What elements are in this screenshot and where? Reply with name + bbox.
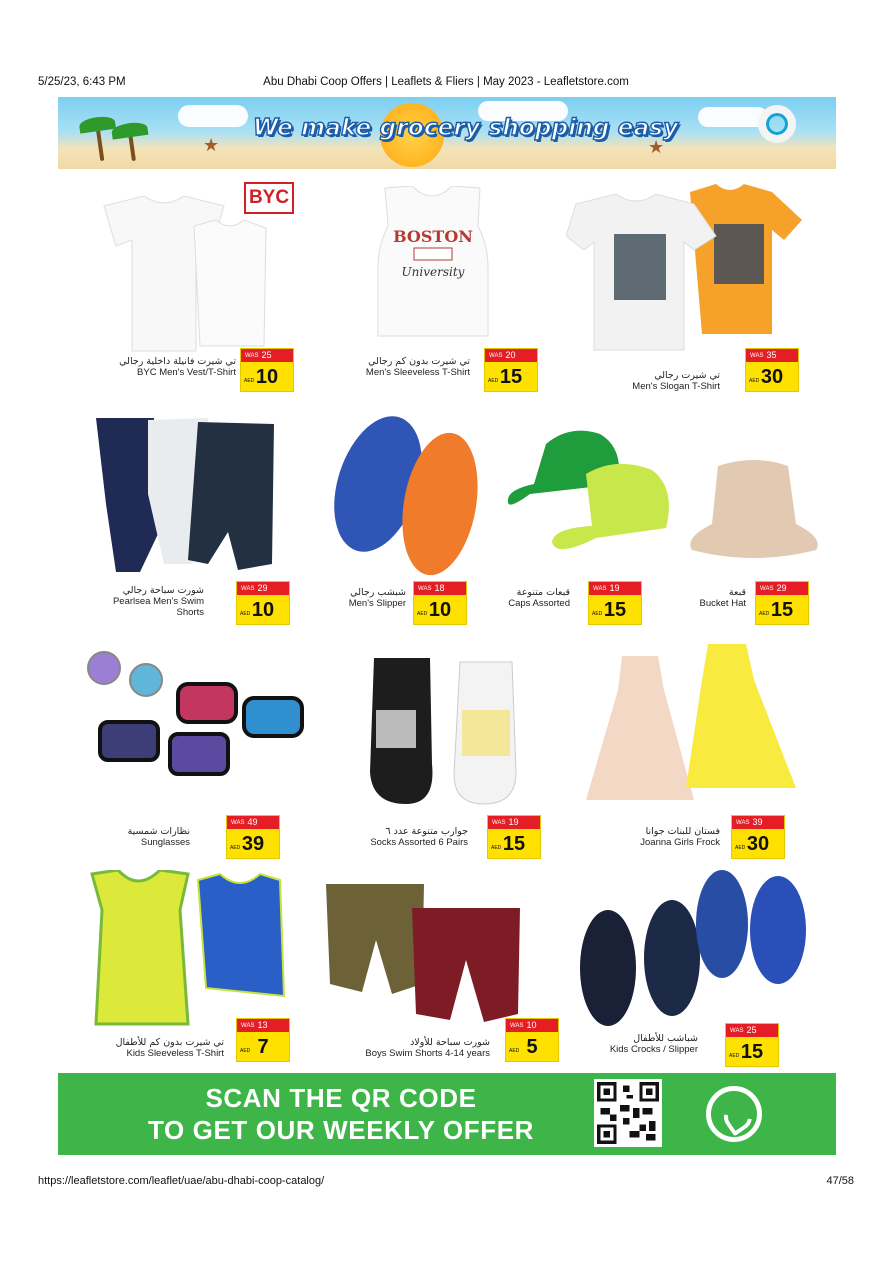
product-label: تي شيرت فانيلة داخلية رجالي BYC Men's Vest/T-Shirt	[119, 356, 236, 378]
old-price: 19	[609, 583, 620, 593]
offer-price: 5	[526, 1036, 538, 1058]
price-tag: WAS 29 AED 10	[236, 581, 290, 625]
palm-tree-illustration	[96, 127, 105, 161]
print-title: Abu Dhabi Coop Offers | Leaflets & Fliers | May 2023 - Leafletstore.com	[263, 76, 629, 88]
price-tag: WAS 13 AED 7	[236, 1018, 290, 1062]
promo-banner	[58, 97, 836, 169]
price-tag: WAS 18 AED 10	[413, 581, 467, 625]
product-label: نظارات شمسية Sunglasses	[127, 826, 190, 848]
product-label: تي شيرت بدون كم للأطفال Kids Sleeveless T-Shirt	[115, 1037, 224, 1059]
product-label: شورت سباحة للأولاد Boys Swim Shorts 4-14 years	[365, 1037, 490, 1059]
offer-price: 15	[740, 1041, 764, 1063]
offer-price: 15	[502, 833, 526, 855]
product-image	[566, 184, 806, 354]
product-image	[366, 654, 526, 810]
product-label: قبعة Bucket Hat	[699, 587, 746, 609]
product-label: قبعات متنوعة Caps Assorted	[508, 587, 570, 609]
palm-tree-illustration	[128, 133, 136, 161]
swim-ring-icon	[758, 105, 796, 143]
whatsapp-icon[interactable]	[706, 1086, 762, 1142]
old-price: 29	[776, 583, 787, 593]
old-price: 49	[247, 817, 258, 827]
price-tag: WAS 35 AED 30	[745, 348, 799, 392]
old-price: 35	[766, 350, 777, 360]
byc-logo: BYC	[244, 182, 294, 214]
price-tag: WAS 29 AED 15	[755, 581, 809, 625]
offer-price: 7	[257, 1036, 269, 1058]
product-image	[324, 880, 524, 1024]
product-image	[684, 454, 824, 564]
svg-text:BOSTON: BOSTON	[393, 227, 473, 246]
offer-price: 30	[760, 366, 784, 388]
qr-cta-banner	[58, 1073, 836, 1155]
product-image	[370, 186, 495, 341]
product-image	[332, 410, 482, 580]
old-price: 20	[505, 350, 516, 360]
offer-price: 15	[603, 599, 627, 621]
offer-price: 39	[241, 833, 265, 855]
product-image	[88, 414, 280, 576]
qr-code-icon[interactable]	[594, 1079, 662, 1147]
product-label: شورت سباحة رجالي Pearlsea Men's Swim Shorts	[112, 585, 204, 618]
product-image	[88, 870, 288, 1028]
price-tag: WAS 10 AED 5	[505, 1018, 559, 1062]
offer-price: 10	[251, 599, 275, 621]
product-label: جوارب متنوعة عدد ٦ Socks Assorted 6 Pairs	[370, 826, 468, 848]
price-tag: WAS 25 AED 10	[240, 348, 294, 392]
cta-line-2: TO GET OUR WEEKLY OFFER	[147, 1115, 535, 1145]
print-date: 5/25/23, 6:43 PM	[38, 76, 126, 88]
old-price: 25	[261, 350, 272, 360]
svg-text:University: University	[401, 265, 465, 279]
print-header	[38, 76, 854, 92]
old-price: 18	[434, 583, 445, 593]
page-number: 47/58	[826, 1175, 854, 1187]
starfish-icon: ★	[203, 135, 220, 155]
price-tag: WAS 20 AED 15	[484, 348, 538, 392]
product-label: شبشب رجالي Men's Slipper	[348, 587, 406, 609]
offer-price: 30	[746, 833, 770, 855]
price-tag: WAS 39 AED 30	[731, 815, 785, 859]
product-image	[582, 640, 802, 806]
price-tag: WAS 25 AED 15	[725, 1023, 779, 1067]
product-label: تي شيرت بدون كم رجالي Men's Sleeveless T-Shirt	[365, 356, 470, 378]
product-label: شباشب للأطفال Kids Crocks / Slipper	[609, 1033, 698, 1055]
old-price: 39	[752, 817, 763, 827]
offer-price: 15	[770, 599, 794, 621]
old-price: 10	[526, 1020, 537, 1030]
offer-price: 15	[499, 366, 523, 388]
old-price: 29	[257, 583, 268, 593]
product-image	[84, 196, 274, 356]
old-price: 13	[257, 1020, 268, 1030]
old-price: 19	[508, 817, 519, 827]
product-label: فستان للبنات جوانا Joanna Girls Frock	[640, 826, 720, 848]
cta-line-1: SCAN THE QR CODE	[205, 1083, 477, 1113]
price-tag: WAS 19 AED 15	[487, 815, 541, 859]
product-image	[506, 424, 676, 564]
starfish-icon: ★	[648, 137, 665, 157]
product-image	[84, 630, 320, 790]
price-tag: WAS 19 AED 15	[588, 581, 642, 625]
price-tag: WAS 49 AED 39	[226, 815, 280, 859]
print-url: https://leafletstore.com/leaflet/uae/abu-dhabi-coop-catalog/	[38, 1175, 325, 1187]
print-footer	[38, 1175, 854, 1191]
old-price: 25	[746, 1025, 757, 1035]
offer-price: 10	[255, 366, 279, 388]
banner-slogan: We make grocery shopping easy	[253, 115, 679, 141]
product-image	[576, 868, 816, 1030]
product-label: تي شيرت رجالي Men's Slogan T-Shirt	[632, 370, 720, 392]
offer-price: 10	[428, 599, 452, 621]
